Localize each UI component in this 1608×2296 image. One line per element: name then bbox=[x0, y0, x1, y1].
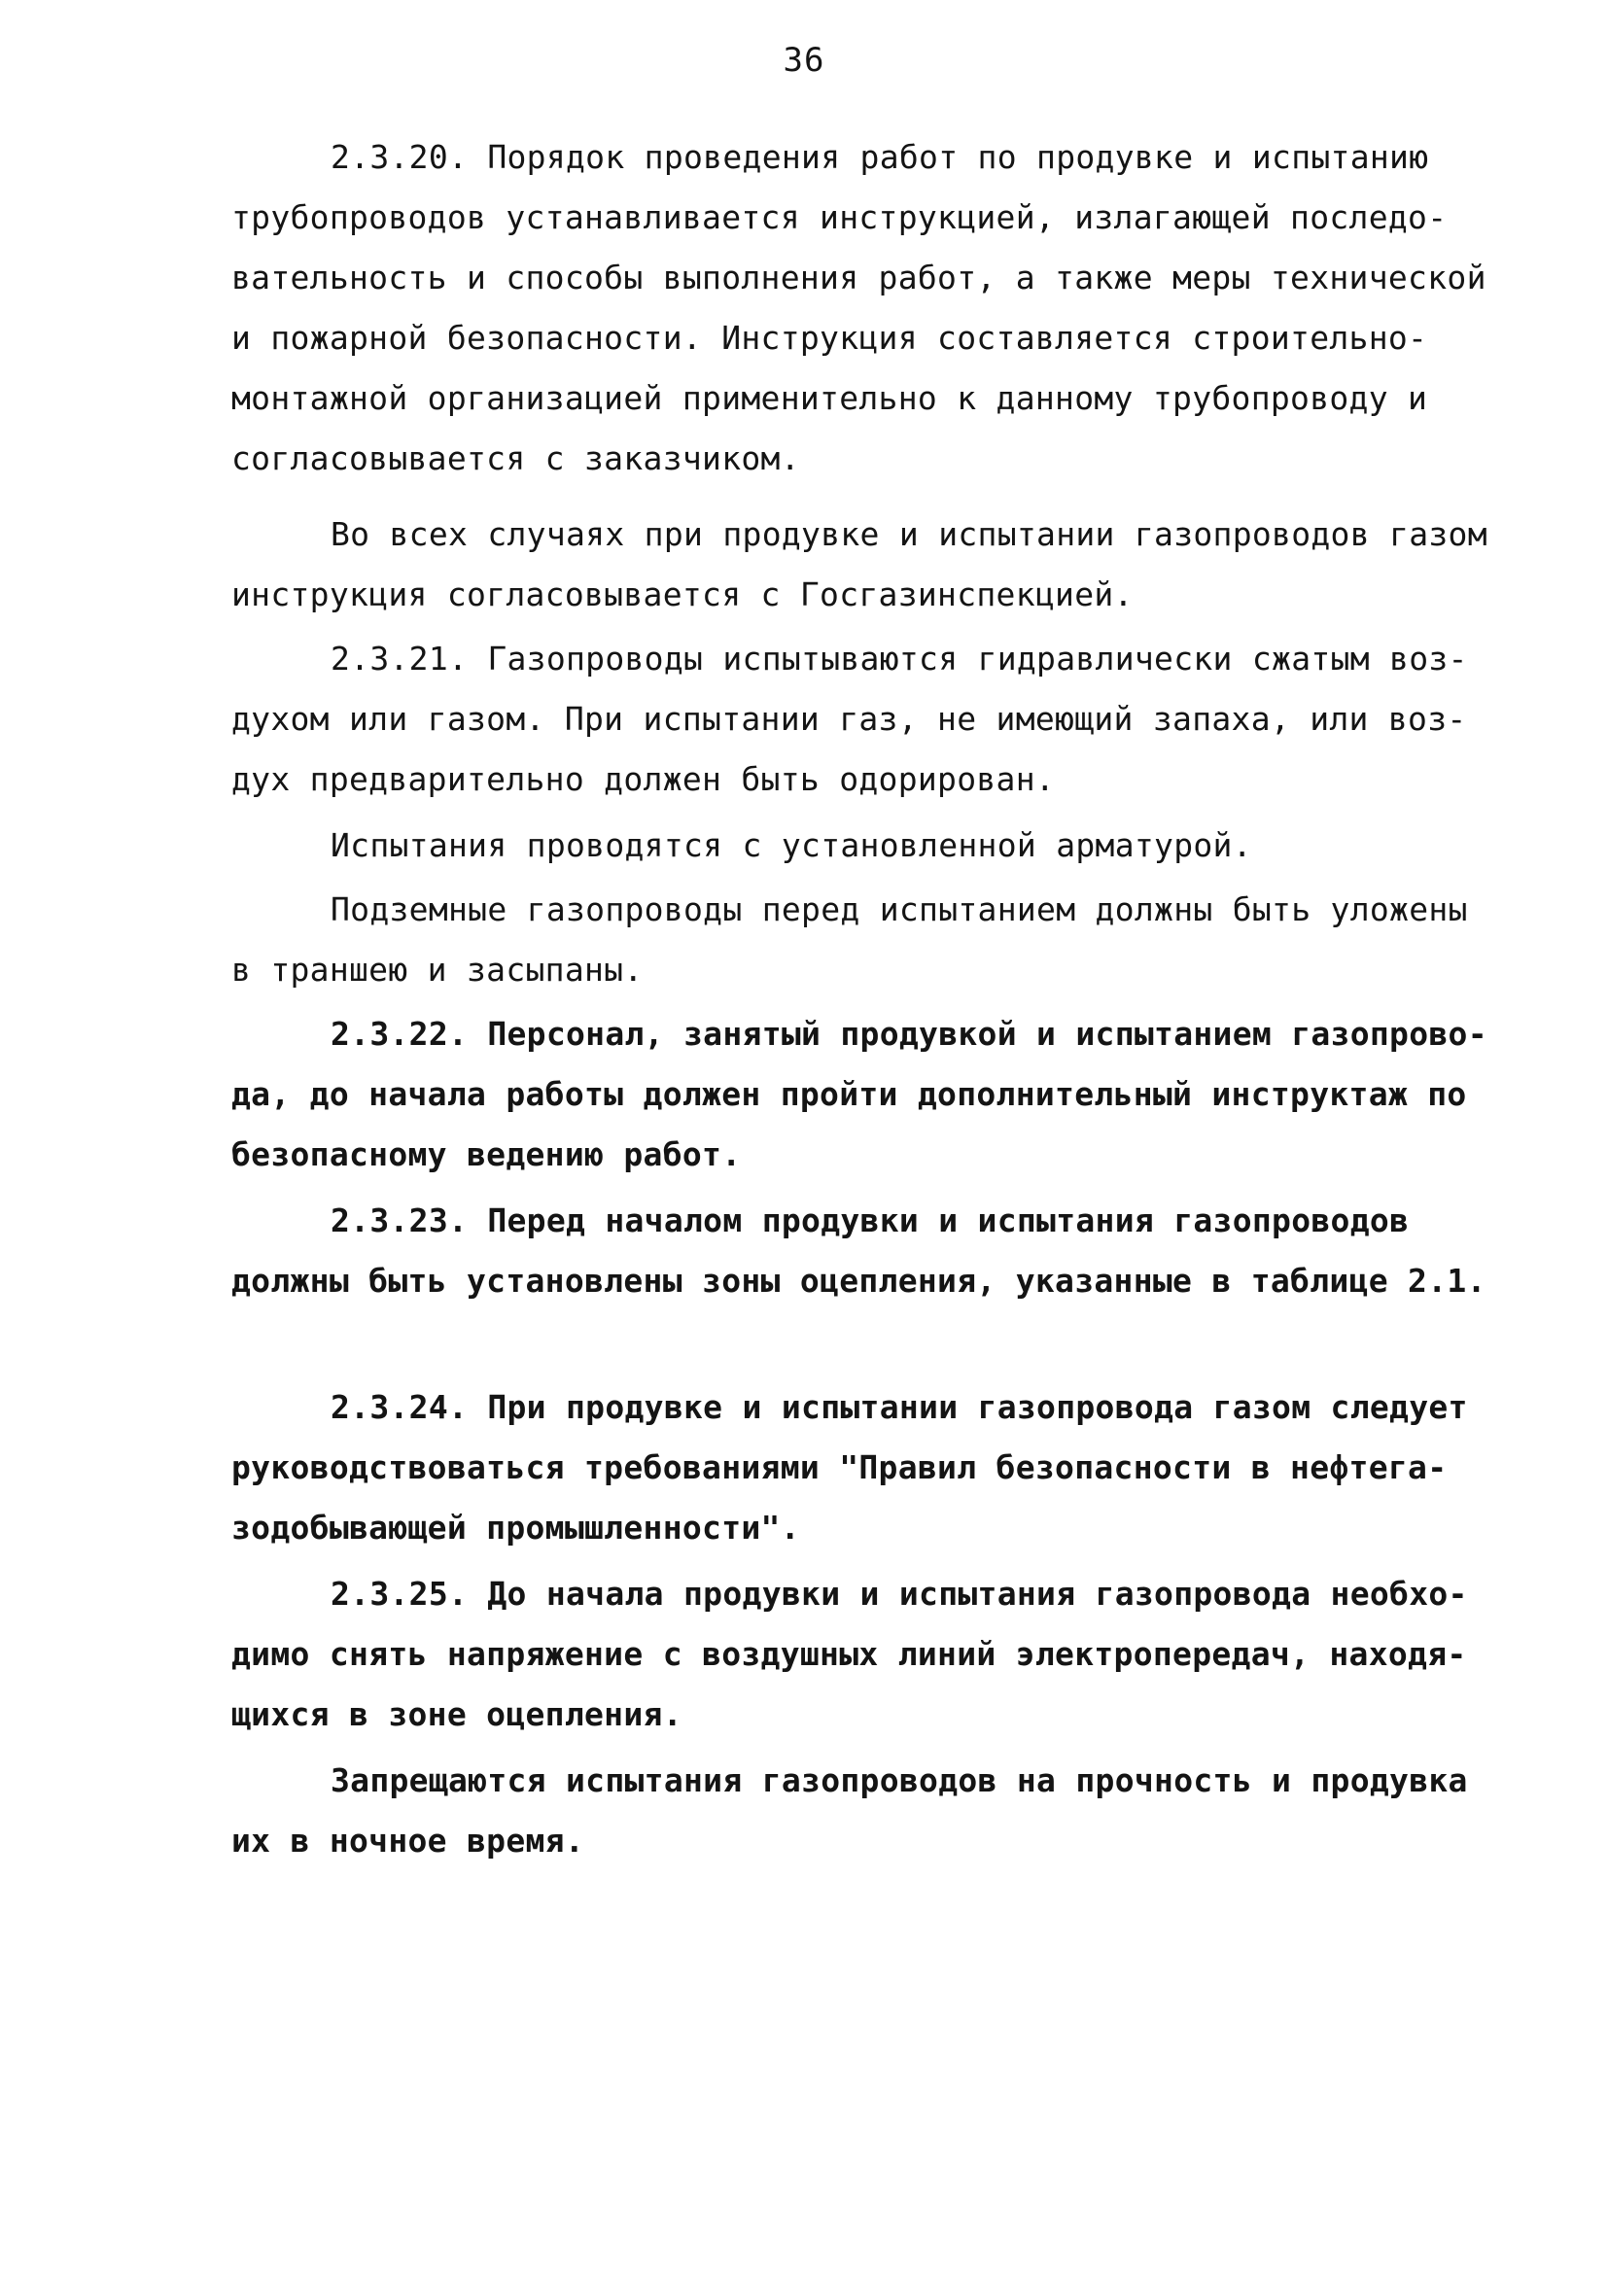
page-number: 36 bbox=[783, 41, 825, 80]
text-line: дух предварительно должен быть одорирован. bbox=[231, 760, 1056, 798]
text-line: 2.3.23. Перед началом продувки и испытания газопроводов bbox=[331, 1201, 1410, 1239]
text-line: Подземные газопроводы перед испытанием должны быть уложены bbox=[331, 890, 1468, 928]
text-line: трубопроводов устанавливается инструкцией, излагающей последо- bbox=[231, 198, 1448, 236]
text-line: духом или газом. При испытании газ, не имеющий запаха, или воз- bbox=[231, 700, 1467, 738]
text-line: димо снять напряжение с воздушных линий электропередач, находя- bbox=[231, 1635, 1467, 1673]
text-line: зодобывающей промышленности". bbox=[231, 1509, 800, 1547]
text-line: инструкция согласовывается с Госгазинспекцией. bbox=[231, 575, 1134, 613]
text-line: в траншею и засыпаны. bbox=[231, 951, 644, 989]
text-line: монтажной организацией применительно к данному трубопроводу и bbox=[231, 379, 1428, 417]
text-line: Испытания проводятся с установленной арматурой. bbox=[331, 826, 1252, 864]
text-line: да, до начала работы должен пройти дополнительный инструктаж по bbox=[231, 1075, 1467, 1113]
text-line: 2.3.22. Персонал, занятый продувкой и испытанием газопрово- bbox=[331, 1015, 1487, 1053]
text-line: и пожарной безопасности. Инструкция составляется строительно- bbox=[231, 319, 1428, 357]
text-line: щихся в зоне оцепления. bbox=[231, 1695, 682, 1733]
text-line: безопасному ведению работ. bbox=[231, 1135, 742, 1173]
text-line: руководствоваться требованиями "Правил безопасности в нефтега- bbox=[231, 1448, 1448, 1486]
text-line: согласовывается с заказчиком. bbox=[231, 439, 800, 477]
text-line: 2.3.20. Порядок проведения работ по продувке и испытанию bbox=[331, 138, 1429, 176]
text-line: Во всех случаях при продувке и испытании газопроводов газом bbox=[331, 515, 1487, 553]
text-line: Запрещаются испытания газопроводов на прочность и продувка bbox=[331, 1761, 1468, 1799]
text-line: вательность и способы выполнения работ, а также меры технической bbox=[231, 259, 1486, 296]
text-line: должны быть установлены зоны оцепления, указанные в таблице 2.1. bbox=[231, 1262, 1486, 1300]
text-line: 2.3.24. При продувке и испытании газопровода газом следует bbox=[331, 1388, 1468, 1426]
text-line: 2.3.25. До начала продувки и испытания газопровода необхо- bbox=[331, 1575, 1468, 1613]
text-line: 2.3.21. Газопроводы испытываются гидравлически сжатым воз- bbox=[331, 640, 1468, 678]
text-line: их в ночное время. bbox=[231, 1822, 585, 1860]
